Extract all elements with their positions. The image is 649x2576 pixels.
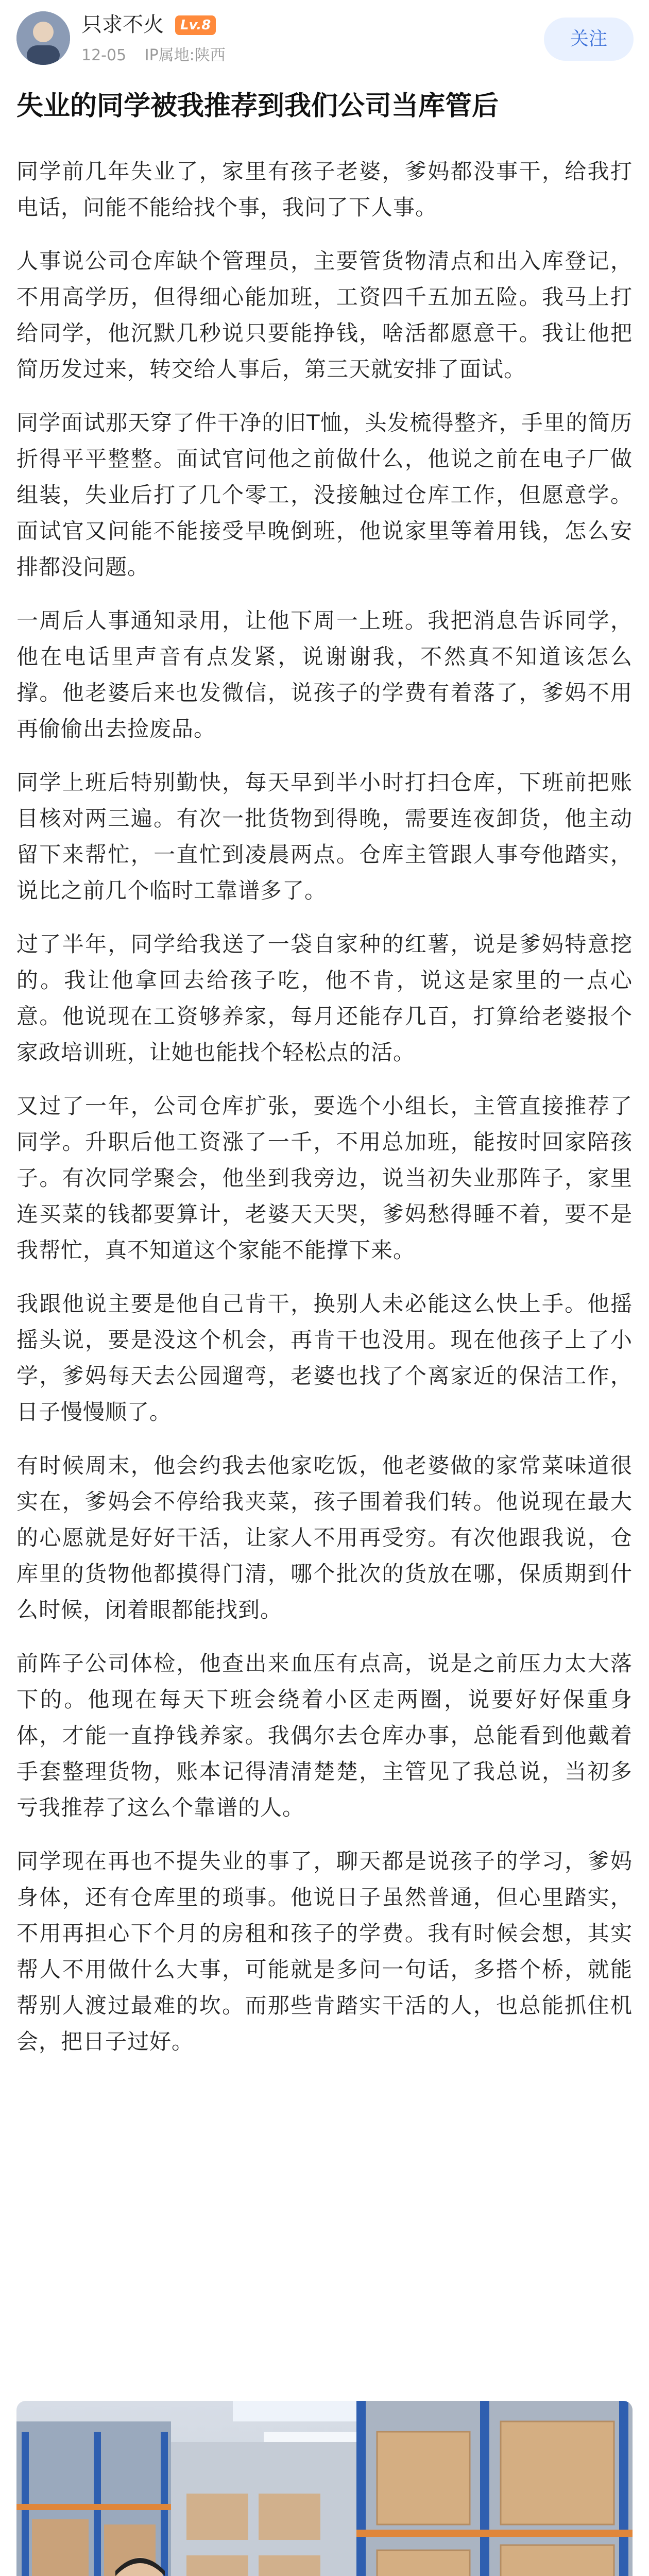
paragraph: 同学前几年失业了，家里有孩子老婆，爹妈都没事干，给我打电话，问能不能给找个事，我问了下人事。 — [16, 159, 633, 220]
avatar[interactable] — [16, 11, 70, 65]
post-body — [16, 154, 633, 2077]
post-date: 12-05 — [81, 46, 127, 64]
paragraph: 同学面试那天穿了件干净的旧T恤，头发梳得整齐，手里的简历折得平平整整。面试官问他之前做什么，他说之前在电子厂做组装，失业后打了几个零工，没接触过仓库工作，但愿意学。面试官又问能不能接受早晚倒班，他说家里等着用钱，怎么安排都没问题。 — [16, 410, 633, 580]
level-badge: Lv.8 — [175, 15, 216, 35]
paragraph: 有时候周末，他会约我去他家吃饭，他老婆做的家常菜味道很实在，爹妈会不停给我夹菜，孩子围着我们转。他说现在最大的心愿就是好好干活，让家人不用再受穷。有次他跟我说，仓库里的货物他都摸得门清，哪个批次的货放在哪，保质期到什么时候，闭着眼都能找到。 — [16, 1453, 633, 1622]
ip-location: IP属地:陕西 — [144, 46, 226, 64]
paragraph: 我跟他说主要是他自己肯干，换别人未必能这么快上手。他摇摇头说，要是没这个机会，再肯干也没用。现在他孩子上了小学，爹妈每天去公园遛弯，老婆也找了个离家近的保洁工作，日子慢慢顺了。 — [16, 1291, 633, 1425]
warehouse-scene — [16, 2401, 633, 2576]
post-header — [0, 0, 649, 82]
paragraph: 过了半年，同学给我送了一袋自家种的红薯，说是爹妈特意挖的。我让他拿回去给孩子吃，他不肯，说这是家里的一点心意。他说现在工资够养家，每月还能存几百，打算给老婆报个家政培训班，让她也能找个轻松点的活。 — [16, 931, 633, 1065]
paragraph: 一周后人事通知录用，让他下周一上班。我把消息告诉同学，他在电话里声音有点发紧，说谢谢我，不然真不知道该怎么撑。他老婆后来也发微信，说孩子的学费有着落了，爹妈不用再偷偷出去捡废品。 — [16, 608, 633, 741]
post-meta — [81, 45, 239, 66]
paragraph: 前阵子公司体检，他查出来血压有点高，说是之前压力太大落下的。他现在每天下班会绕着小区走两圈，说要好好保重身体，才能一直挣钱养家。我偶尔去仓库办事，总能看到他戴着手套整理货物，账本记得清清楚楚，主管见了我总说，当初多亏我推荐了这么个靠谱的人。 — [16, 1651, 633, 1820]
author-name[interactable]: 只求不火 — [81, 13, 164, 37]
follow-button[interactable]: 关注 — [544, 18, 634, 61]
paragraph: 同学上班后特别勤快，每天早到半小时打扫仓库，下班前把账目核对两三遍。有次一批货物到得晚，需要连夜卸货，他主动留下来帮忙，一直忙到凌晨两点。仓库主管跟人事夸他踏实，说比之前几个临时工靠谱多了。 — [16, 770, 633, 903]
post-title: 失业的同学被我推荐到我们公司当库管后 — [16, 91, 499, 122]
paragraph: 人事说公司仓库缺个管理员，主要管货物清点和出入库登记，不用高学历，但得细心能加班，工资四千五加五险。我马上打给同学，他沉默几秒说只要能挣钱，啥活都愿意干。我让他把简历发过来，转交给人事后，第三天就安排了面试。 — [16, 248, 633, 382]
paragraph: 又过了一年，公司仓库扩张，要选个小组长，主管直接推荐了同学。升职后他工资涨了一千，不用总加班，能按时回家陪孩子。有次同学聚会，他坐到我旁边，说当初失业那阵子，家里连买菜的钱都要算计，老婆天天哭，爹妈愁得睡不着，要不是我帮忙，真不知道这个家能不能撑下来。 — [16, 1093, 633, 1263]
paragraph: 同学现在再也不提失业的事了，聊天都是说孩子的学习，爹妈身体，还有仓库里的琐事。他说日子虽然普通，但心里踏实，不用再担心下个月的房租和孩子的学费。我有时候会想，其实帮人不用做什么大事，可能就是多问一句话，多搭个桥，就能帮别人渡过最难的坎。而那些肯踏实干活的人，也总能抓住机会，把日子过好。 — [16, 1849, 633, 2054]
warehouse-photo[interactable] — [16, 2401, 633, 2576]
